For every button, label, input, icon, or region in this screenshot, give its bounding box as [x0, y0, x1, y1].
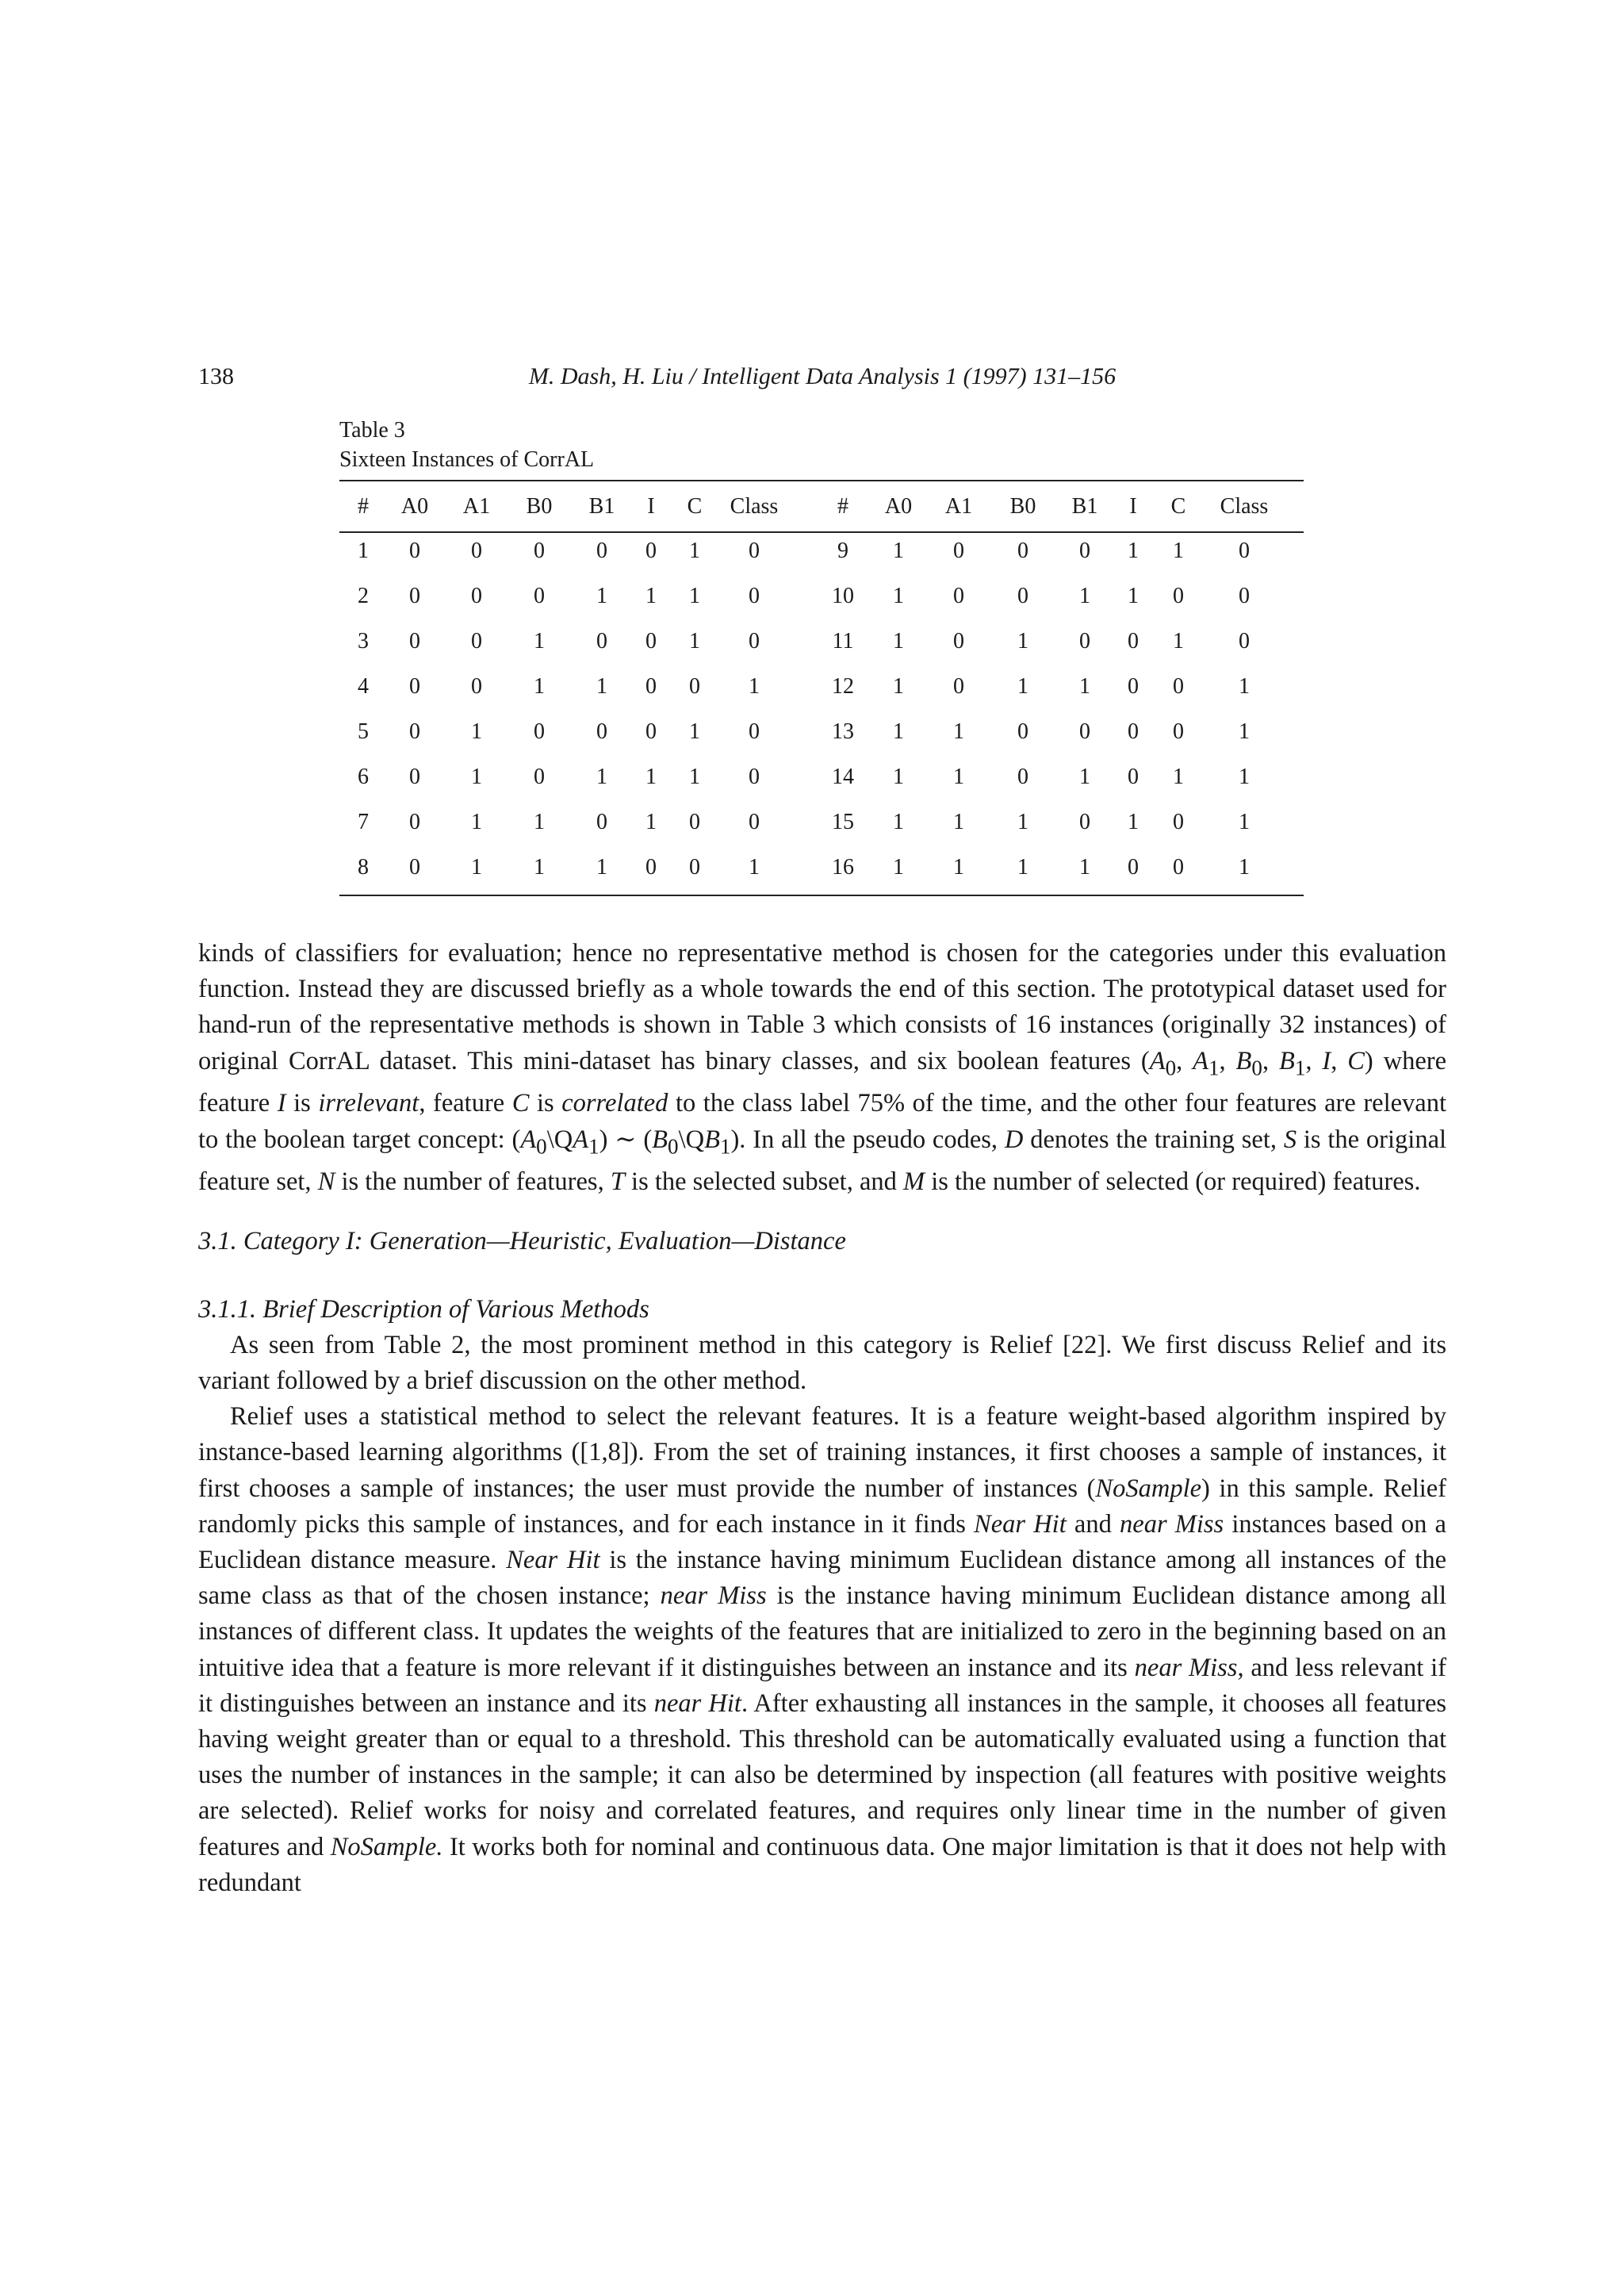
- paragraph-relief-method: Relief uses a statistical method to select the relevant features. It is a feature weight-based algorithm inspired by instance-based learning algorithms ([1,8]). From the set of training instances, it first chooses a sample of instances, it first chooses a sample of instances; the user must provide the number of instances (NoSample) in this sample. Relief randomly picks this sample of instances, and for each instance in it finds Near Hit and near Miss instances based on a Euclidean distance measure. Near Hit is the instance having minimum Euclidean distance among all instances of the same class as that of the chosen instance; near Miss is the instance having minimum Euclidean distance among all instances of different class. It updates the weights of the features that are initialized to zero in the beginning based on an intuitive idea that a feature is more relevant if it distinguishes between an instance and its near Miss, and less relevant if it distinguishes between an instance and its near Hit. After exhausting all instances in the sample, it chooses all features having weight greater than or equal to a threshold. This threshold can be automatically evaluated using a function that uses the number of instances in the sample; it can also be determined by inspection (all features with positive weights are selected). Relief works for noisy and correlated features, and requires only linear time in the number of given features and NoSample. It works both for nominal and continuous data. One major limitation is that it does not help with redundant: [198, 1402, 1447, 1897]
- table-cell: 1: [953, 719, 964, 744]
- table-label: Table 3: [339, 418, 405, 443]
- table-cell: 0: [749, 538, 760, 563]
- subsection-heading: 3.1.1. Brief Description of Various Methods: [198, 1294, 649, 1324]
- table-cell: 0: [1079, 719, 1090, 744]
- table-cell: 1: [1239, 719, 1250, 744]
- table-row: [339, 533, 1304, 578]
- column-header: #: [358, 493, 369, 519]
- table-cell: 1: [534, 673, 545, 699]
- table-body: [339, 533, 1304, 895]
- table-cell: 0: [1128, 673, 1139, 699]
- table-cell: 0: [409, 583, 420, 608]
- table-cell: 1: [1173, 538, 1184, 563]
- table-cell: 1: [471, 809, 482, 834]
- table-cell: 1: [358, 538, 369, 563]
- table-cell: 1: [1128, 583, 1139, 608]
- table-cell: 0: [596, 628, 607, 654]
- table-cell: 0: [471, 538, 482, 563]
- table-cell: 1: [1173, 628, 1184, 654]
- table-cell: 0: [409, 538, 420, 563]
- table-cell: 0: [1017, 583, 1028, 608]
- table-cell: 12: [832, 673, 854, 699]
- table-cell: 0: [749, 583, 760, 608]
- table-cell: 0: [1079, 809, 1090, 834]
- table-cell: 0: [1128, 719, 1139, 744]
- table-cell: 0: [471, 673, 482, 699]
- table-cell: 1: [1239, 764, 1250, 789]
- paragraph-relief-intro: As seen from Table 2, the most prominent method in this category is Relief [22]. We first discuss Relief and its variant followed by a brief discussion on the other method.: [198, 1330, 1446, 1396]
- table-cell: 0: [534, 719, 545, 744]
- table-cell: 0: [1128, 854, 1139, 880]
- table-cell: 9: [837, 538, 848, 563]
- table-cell: 1: [749, 673, 760, 699]
- table-cell: 0: [534, 583, 545, 608]
- table-cell: 0: [471, 628, 482, 654]
- table-caption: [339, 416, 594, 474]
- table-cell: 0: [1079, 538, 1090, 563]
- table-cell: 1: [1173, 764, 1184, 789]
- table-cell: 1: [893, 673, 904, 699]
- table-row: [339, 714, 1304, 759]
- table-cell: 5: [358, 719, 369, 744]
- table-cell: 1: [893, 538, 904, 563]
- instances-table: [339, 480, 1304, 896]
- table-cell: 1: [1128, 538, 1139, 563]
- table-cell: 1: [1128, 809, 1139, 834]
- table-cell: 0: [409, 719, 420, 744]
- column-header: C: [687, 493, 703, 519]
- table-cell: 1: [1017, 809, 1028, 834]
- running-head: M. Dash, H. Liu / Intelligent Data Analysis 1 (1997) 131–156: [528, 363, 1116, 389]
- table-cell: 1: [471, 764, 482, 789]
- table-cell: 1: [893, 719, 904, 744]
- table-cell: 0: [1173, 583, 1184, 608]
- table-cell: 1: [1239, 673, 1250, 699]
- column-header: A1: [944, 493, 973, 519]
- table-cell: 0: [1017, 764, 1028, 789]
- table-cell: 0: [953, 628, 964, 654]
- table-cell: 0: [471, 583, 482, 608]
- column-header: A1: [462, 493, 491, 519]
- page-header: [198, 363, 1446, 395]
- table-cell: 1: [953, 854, 964, 880]
- table-row: [339, 623, 1304, 669]
- table-cell: 0: [1239, 583, 1250, 608]
- table-row: [339, 578, 1304, 623]
- table-cell: 0: [689, 673, 700, 699]
- table-row: [339, 759, 1304, 804]
- table-cell: 1: [534, 809, 545, 834]
- table-cell: 1: [534, 854, 545, 880]
- table-cell: 1: [596, 764, 607, 789]
- table-cell: 1: [1079, 583, 1090, 608]
- table-cell: 14: [832, 764, 854, 789]
- table-cell: 13: [832, 719, 854, 744]
- table-cell: 0: [1017, 538, 1028, 563]
- table-cell: 0: [953, 583, 964, 608]
- table-row: [339, 849, 1304, 895]
- table-header-row: [339, 481, 1304, 531]
- table-cell: 1: [534, 628, 545, 654]
- table-cell: 0: [645, 719, 657, 744]
- table-cell: 1: [1017, 854, 1028, 880]
- table-cell: 0: [689, 854, 700, 880]
- column-header: B1: [588, 493, 615, 519]
- table-cell: 0: [749, 809, 760, 834]
- column-header: #: [837, 493, 848, 519]
- table-cell: 0: [1128, 628, 1139, 654]
- column-header: I: [647, 493, 655, 519]
- table-cell: 0: [409, 764, 420, 789]
- table-cell: 0: [1017, 719, 1028, 744]
- table-cell: 0: [1239, 538, 1250, 563]
- column-header: A0: [400, 493, 429, 519]
- table-title: Sixteen Instances of CorrAL: [339, 447, 595, 472]
- table-cell: 1: [893, 583, 904, 608]
- column-header: B0: [526, 493, 553, 519]
- column-header: Class: [730, 493, 779, 519]
- table-row: [339, 669, 1304, 714]
- table-cell: 1: [893, 764, 904, 789]
- table-cell: 1: [645, 809, 657, 834]
- table-cell: 1: [953, 809, 964, 834]
- body-text: [198, 936, 1446, 1901]
- table-cell: 1: [1079, 673, 1090, 699]
- table-cell: 1: [689, 628, 700, 654]
- table-cell: 0: [1173, 673, 1184, 699]
- table-cell: 1: [596, 673, 607, 699]
- table-cell: 0: [409, 809, 420, 834]
- table-cell: 1: [749, 854, 760, 880]
- table-row: [339, 804, 1304, 849]
- table-cell: 1: [689, 538, 700, 563]
- table-cell: 1: [596, 583, 607, 608]
- column-header: B0: [1009, 493, 1036, 519]
- table-cell: 0: [953, 673, 964, 699]
- table-cell: 0: [1173, 809, 1184, 834]
- table-cell: 0: [1173, 719, 1184, 744]
- table-cell: 0: [409, 854, 420, 880]
- table-cell: 1: [893, 809, 904, 834]
- column-header: A0: [884, 493, 913, 519]
- table-cell: 1: [1079, 854, 1090, 880]
- table-cell: 6: [358, 764, 369, 789]
- column-header: Class: [1220, 493, 1269, 519]
- table-cell: 0: [1128, 764, 1139, 789]
- table-cell: 1: [953, 764, 964, 789]
- table-cell: 0: [1079, 628, 1090, 654]
- column-header: B1: [1071, 493, 1098, 519]
- table-cell: 11: [832, 628, 854, 654]
- table-cell: 1: [471, 854, 482, 880]
- table-cell: 0: [534, 764, 545, 789]
- column-header: I: [1129, 493, 1137, 519]
- table-cell: 0: [1239, 628, 1250, 654]
- table-cell: 0: [596, 538, 607, 563]
- table-cell: 10: [832, 583, 854, 608]
- table-cell: 1: [893, 628, 904, 654]
- table-cell: 1: [645, 764, 657, 789]
- table-cell: 0: [596, 719, 607, 744]
- table-cell: 0: [749, 764, 760, 789]
- table-cell: 1: [1239, 854, 1250, 880]
- table-cell: 4: [358, 673, 369, 699]
- table-cell: 0: [409, 628, 420, 654]
- paragraph-corral-description: kinds of classifiers for evaluation; hence no representative method is chosen for the categories under this evaluation function. Instead they are discussed briefly as a whole towards the end of this section. The prototypical dataset used for hand-run of the representative methods is shown in Table 3 which consists of 16 instances (originally 32 instances) of original CorrAL dataset. This mini-dataset has binary classes, and six boolean features ($A_0$, $A_1$, $B_0$, $B_1$, I, C) where feature I is irrelevant, feature C is correlated to the class label 75% of the time, and the other four features are relevant to the boolean target concept: $(A_0\backslash QA_1)$ ∼ $(B_0\backslash QB_1)$. In all the pseudo codes, D denotes the training set, S is the original feature set, N is the number of features, T is the selected subset, and M is the number of selected (or required) features.: [198, 939, 1447, 1197]
- table-cell: 1: [1017, 673, 1028, 699]
- table-cell: 8: [358, 854, 369, 880]
- table-cell: 1: [471, 719, 482, 744]
- table-cell: 0: [645, 854, 657, 880]
- table-cell: 0: [534, 538, 545, 563]
- table-cell: 16: [832, 854, 854, 880]
- table-cell: 0: [749, 719, 760, 744]
- table-cell: 1: [893, 854, 904, 880]
- column-header: C: [1170, 493, 1186, 519]
- table-cell: 1: [1079, 764, 1090, 789]
- table-cell: 0: [409, 673, 420, 699]
- table-cell: 0: [953, 538, 964, 563]
- table-cell: 7: [358, 809, 369, 834]
- table-cell: 1: [689, 764, 700, 789]
- table-cell: 1: [1017, 628, 1028, 654]
- table-cell: 1: [645, 583, 657, 608]
- table-cell: 0: [645, 628, 657, 654]
- table-cell: 0: [1173, 854, 1184, 880]
- table-cell: 2: [358, 583, 369, 608]
- page-number: 138: [198, 363, 234, 389]
- table-cell: 0: [689, 809, 700, 834]
- table-cell: 3: [358, 628, 369, 654]
- table-cell: 1: [689, 719, 700, 744]
- table-cell: 0: [645, 538, 657, 563]
- table-cell: 1: [1239, 809, 1250, 834]
- table-cell: 15: [832, 809, 854, 834]
- table-bottom-rule: [339, 895, 1304, 896]
- table-cell: 1: [689, 583, 700, 608]
- table-cell: 1: [596, 854, 607, 880]
- table-cell: 0: [749, 628, 760, 654]
- table-cell: 0: [645, 673, 657, 699]
- table-cell: 0: [596, 809, 607, 834]
- section-heading: 3.1. Category I: Generation—Heuristic, Evaluation—Distance: [198, 1227, 846, 1256]
